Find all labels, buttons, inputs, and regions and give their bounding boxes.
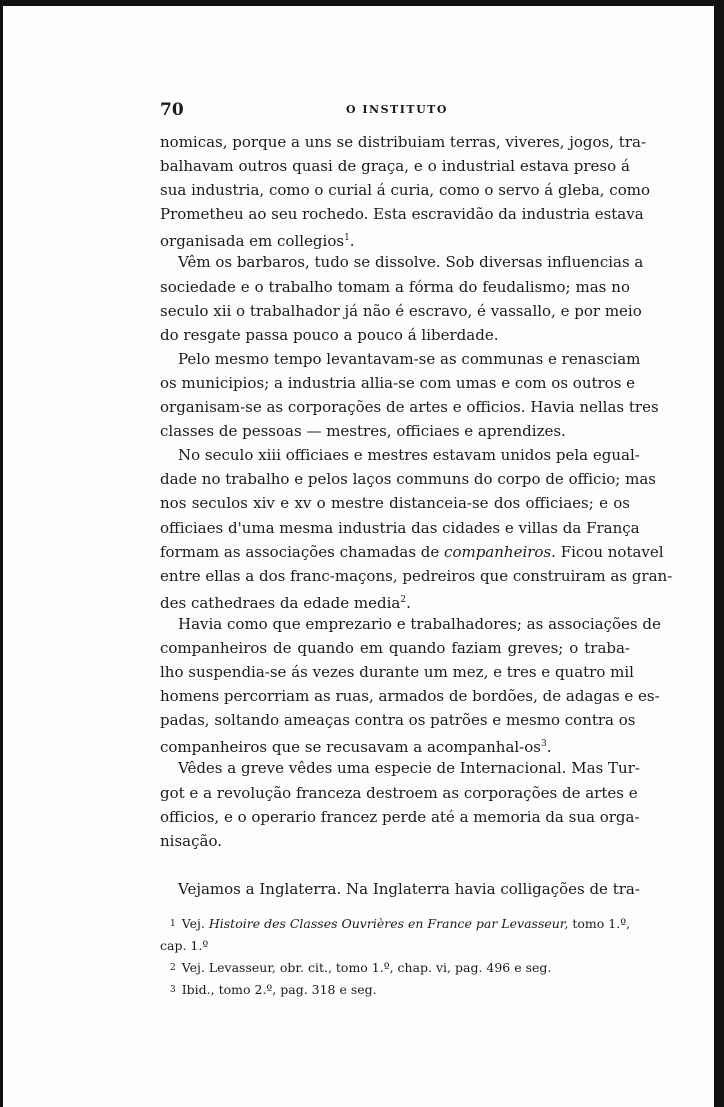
text-line [160, 540, 664, 564]
text-line: Havia como que emprezario e trabalhadores; as associações de [178, 614, 661, 633]
footnote-marker: 1 [344, 233, 350, 244]
text-fragment: companheiros que se recusavam a acompanhal-os [160, 738, 541, 757]
text-line: No seculo xiii officiaes e mestres estavam unidos pela egual- [178, 446, 640, 465]
footnote-3 [160, 979, 630, 1001]
text-line: nos seculos xiv e xv o mestre distanceia-se dos officiaes; e os [160, 494, 630, 513]
footnote-2 [160, 957, 630, 979]
footnote-number: 1 [170, 919, 176, 929]
footnote-title: Histoire des Classes Ouvrières en France par Levasseur, [208, 916, 569, 931]
footnote-number: 2 [170, 963, 176, 973]
running-title: O INSTITUTO [346, 103, 448, 116]
footnotes [160, 913, 630, 1001]
running-header [160, 100, 630, 122]
text-line: nisação. [160, 831, 222, 850]
text-line: Prometheu ao seu rochedo. Esta escravidão da industria estava [160, 205, 644, 224]
text-line: os municipios; a industria allia-se com umas e com os outros e [160, 373, 636, 392]
text-line: lho suspendia-se ás vezes durante um mez, e tres e quatro mil [160, 663, 634, 682]
text-fragment: . [546, 738, 552, 757]
footnote-1 [160, 913, 630, 935]
paragraph-gap [160, 853, 630, 877]
text-line: Vejamos a Inglaterra. Na Inglaterra havia colligações de tra- [178, 879, 640, 898]
text-line [160, 588, 630, 612]
text-line: padas, soltando ameaças contra os patrões e mesmo contra os [160, 711, 636, 730]
text-line: Vêm os barbaros, tudo se dissolve. Sob diversas influencias a [178, 253, 644, 272]
footnote-text: Ibid., tomo 2.º, pag. 318 e seg. [181, 982, 377, 997]
footnote-1-continued: cap. 1.º [160, 938, 209, 953]
footnote-number: 3 [170, 985, 176, 995]
footnote-text: Vej. [181, 916, 205, 931]
body-text [160, 130, 673, 901]
text-line: got e a revolução franceza destroem as corporações de artes e [160, 783, 638, 802]
text-line: Vêdes a greve vêdes uma especie de Internacional. Mas Tur- [178, 759, 640, 778]
footnote-marker: 2 [400, 594, 407, 605]
text-line: classes de pessoas — mestres, officiaes e aprendizes. [160, 422, 566, 441]
text-line: entre ellas a dos franc-maçons, pedreiros que construiram as gran- [160, 566, 673, 585]
text-fragment: formam as associações chamadas de [160, 542, 440, 561]
text-line [160, 732, 630, 756]
italic-term: companheiros [444, 542, 552, 561]
text-line: balhavam outros quasi de graça, e o industrial estava preso á [160, 157, 630, 176]
text-line: Pelo mesmo tempo levantavam-se as communas e renasciam [178, 349, 641, 368]
text-line [160, 226, 630, 250]
text-line: sua industria, como o curial á curia, como o servo á gleba, como [160, 181, 650, 200]
footnote-marker: 3 [540, 739, 547, 750]
text-line: dade no trabalho e pelos laços communs do corpo de officio; mas [160, 470, 656, 489]
text-line: sociedade e o trabalho tomam a fórma do feudalismo; mas no [160, 277, 630, 296]
text-fragment: . [349, 232, 355, 251]
text-line: homens percorriam as ruas, armados de bordões, de adagas e es- [160, 687, 660, 706]
text-line: organisam-se as corporações de artes e officios. Havia nellas tres [160, 398, 659, 417]
text-fragment: organisada em collegios [160, 232, 345, 251]
text-line: companheiros de quando em quando faziam greves; o traba- [160, 638, 630, 657]
text-fragment: des cathedraes da edade media [160, 593, 401, 612]
footnote-text: Vej. Levasseur, obr. cit., tomo 1.º, chap. vi, pag. 496 e seg. [181, 960, 552, 975]
text-line: officiaes d'uma mesma industria das cidades e villas da França [160, 518, 640, 537]
text-fragment: . [406, 593, 411, 612]
text-line: nomicas, porque a uns se distribuiam terras, viveres, jogos, tra- [160, 133, 647, 151]
text-line: officios, e o operario francez perde até a memoria da sua orga- [160, 807, 640, 826]
text-line: do resgate passa pouco a pouco á liberdade. [160, 325, 499, 344]
footnote-text: tomo 1.º, [572, 916, 631, 931]
text-line: seculo xii o trabalhador já não é escravo, é vassallo, e por meio [160, 301, 642, 320]
text-fragment: . Ficou notavel [551, 542, 664, 561]
page-number: 70 [160, 100, 184, 120]
